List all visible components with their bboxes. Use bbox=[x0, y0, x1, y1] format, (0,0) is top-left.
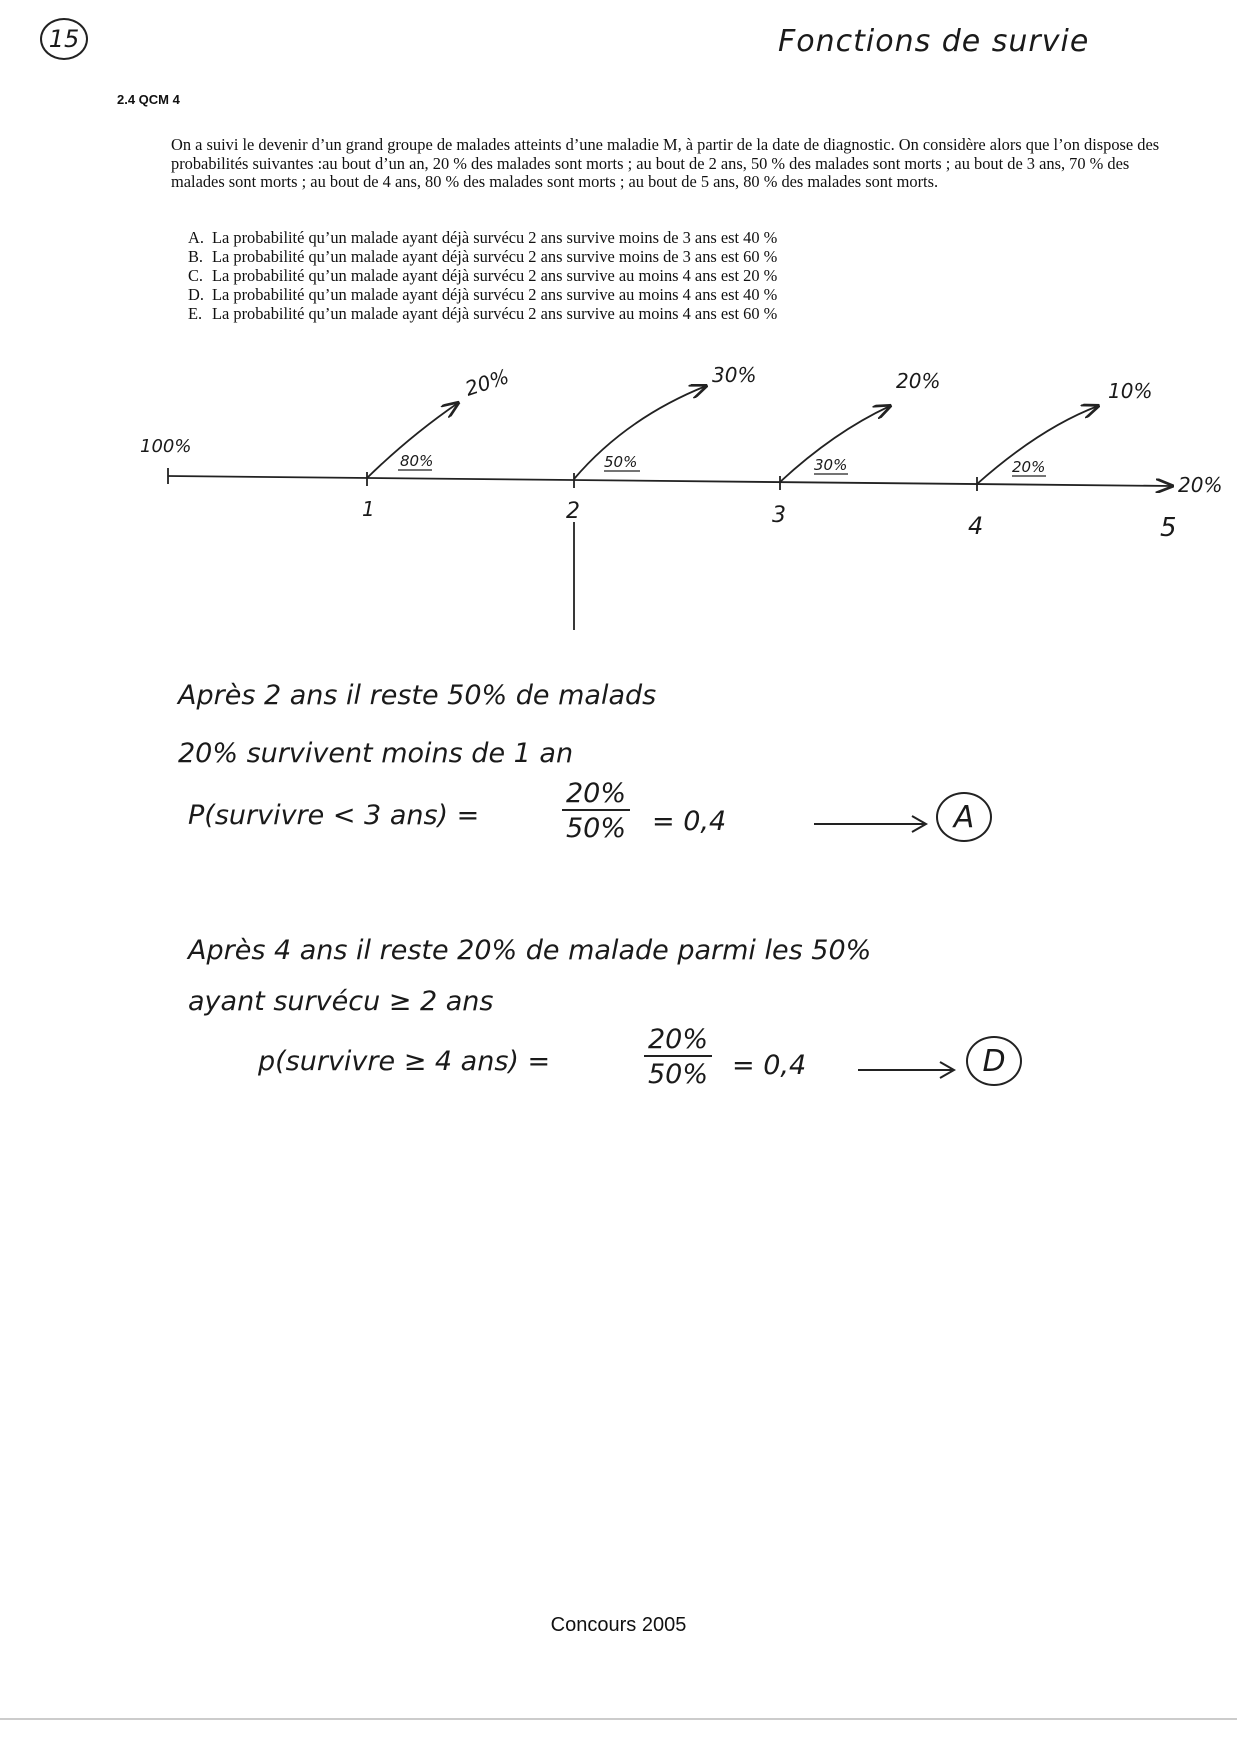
timeline-axis bbox=[168, 476, 1172, 486]
option-letter: B. bbox=[188, 247, 204, 266]
page-number: 15 bbox=[48, 25, 80, 53]
option-text: La probabilité qu’un malade ayant déjà survécu 2 ans survive au moins 4 ans est 60 % bbox=[212, 304, 778, 323]
option-text: La probabilité qu’un malade ayant déjà survécu 2 ans survive au moins 4 ans est 40 % bbox=[212, 285, 778, 304]
tick-label-1: 1 bbox=[362, 497, 375, 521]
option-text: La probabilité qu’un malade ayant déjà survécu 2 ans survive moins de 3 ans est 40 % bbox=[212, 228, 778, 247]
footer: Concours 2005 bbox=[550, 1614, 687, 1636]
handwritten-title: Fonctions de survie bbox=[778, 24, 1090, 59]
page-number-circle bbox=[40, 18, 88, 60]
answer-options bbox=[188, 228, 777, 323]
end-label: 20% bbox=[1178, 473, 1223, 497]
survivor-label-2: 50% bbox=[604, 453, 638, 471]
answer-2-circle bbox=[966, 1036, 1022, 1086]
option-b bbox=[188, 247, 777, 266]
tick-label-2: 2 bbox=[566, 499, 580, 524]
work-line-6: p(survivre ≥ 4 ans) = bbox=[258, 1046, 551, 1077]
tick-label-5: 5 bbox=[1160, 513, 1177, 543]
start-label: 100% bbox=[140, 436, 192, 457]
tick-label-4: 4 bbox=[968, 512, 984, 540]
section-title: 2.4 QCM 4 bbox=[117, 92, 180, 107]
work-line-5: ayant survécu ≥ 2 ans bbox=[188, 986, 494, 1017]
option-d bbox=[188, 285, 777, 304]
page-bottom-edge bbox=[0, 1718, 1237, 1720]
arrow-icon bbox=[856, 1058, 960, 1082]
fraction-2-numerator: 20% bbox=[644, 1024, 712, 1057]
tick-label-3: 3 bbox=[772, 503, 786, 528]
fraction-1-denominator: 50% bbox=[566, 813, 627, 844]
death-arrow-2 bbox=[574, 386, 706, 479]
option-letter: D. bbox=[188, 285, 204, 304]
question-stem: On a suivi le devenir d’un grand groupe de malades atteints d’une maladie M, à partir de la date de diagnostic. On considère alors que l’on dispose des probabilités suivantes :au bout d’un an, 20 % des malades sont morts ; au bout de 2 ans, 50 % des malades sont morts ; au bout de 3 ans, 70 % des malades sont morts ; au bout de 4 ans, 80 % des malades sont morts ; au bout de 5 ans, 80 % des malades sont morts. bbox=[171, 135, 1160, 192]
answer-1-circle bbox=[936, 792, 992, 842]
death-label-1: 20% bbox=[462, 364, 512, 401]
result-2: = 0,4 bbox=[732, 1050, 807, 1081]
fraction-1-numerator: 20% bbox=[562, 778, 630, 811]
survivor-label-4: 20% bbox=[1012, 458, 1046, 476]
option-c bbox=[188, 266, 777, 285]
option-text: La probabilité qu’un malade ayant déjà survécu 2 ans survive au moins 4 ans est 20 % bbox=[212, 266, 778, 285]
option-letter: A. bbox=[188, 228, 204, 247]
result-1: = 0,4 bbox=[652, 806, 727, 837]
option-e bbox=[188, 304, 777, 323]
survival-diagram bbox=[0, 340, 1237, 640]
work-line-2: 20% survivent moins de 1 an bbox=[178, 738, 574, 769]
answer-1: A bbox=[953, 799, 975, 835]
option-letter: C. bbox=[188, 266, 204, 285]
survivor-label-3: 30% bbox=[814, 456, 848, 474]
death-label-3: 20% bbox=[896, 369, 941, 393]
option-a bbox=[188, 228, 777, 247]
option-text: La probabilité qu’un malade ayant déjà survécu 2 ans survive moins de 3 ans est 60 % bbox=[212, 247, 778, 266]
death-label-4: 10% bbox=[1108, 379, 1153, 403]
work-line-3: P(survivre < 3 ans) = bbox=[188, 800, 480, 831]
survivor-label-1: 80% bbox=[400, 452, 434, 470]
option-letter: E. bbox=[188, 304, 203, 323]
work-line-1: Après 2 ans il reste 50% de malads bbox=[178, 680, 657, 711]
death-label-2: 30% bbox=[712, 363, 757, 387]
answer-2: D bbox=[982, 1043, 1006, 1079]
fraction-2-denominator: 50% bbox=[648, 1059, 709, 1090]
fraction-1 bbox=[562, 778, 630, 844]
fraction-2 bbox=[644, 1024, 712, 1090]
arrow-icon bbox=[812, 812, 932, 836]
work-line-4: Après 4 ans il reste 20% de malade parmi les 50% bbox=[188, 935, 872, 966]
